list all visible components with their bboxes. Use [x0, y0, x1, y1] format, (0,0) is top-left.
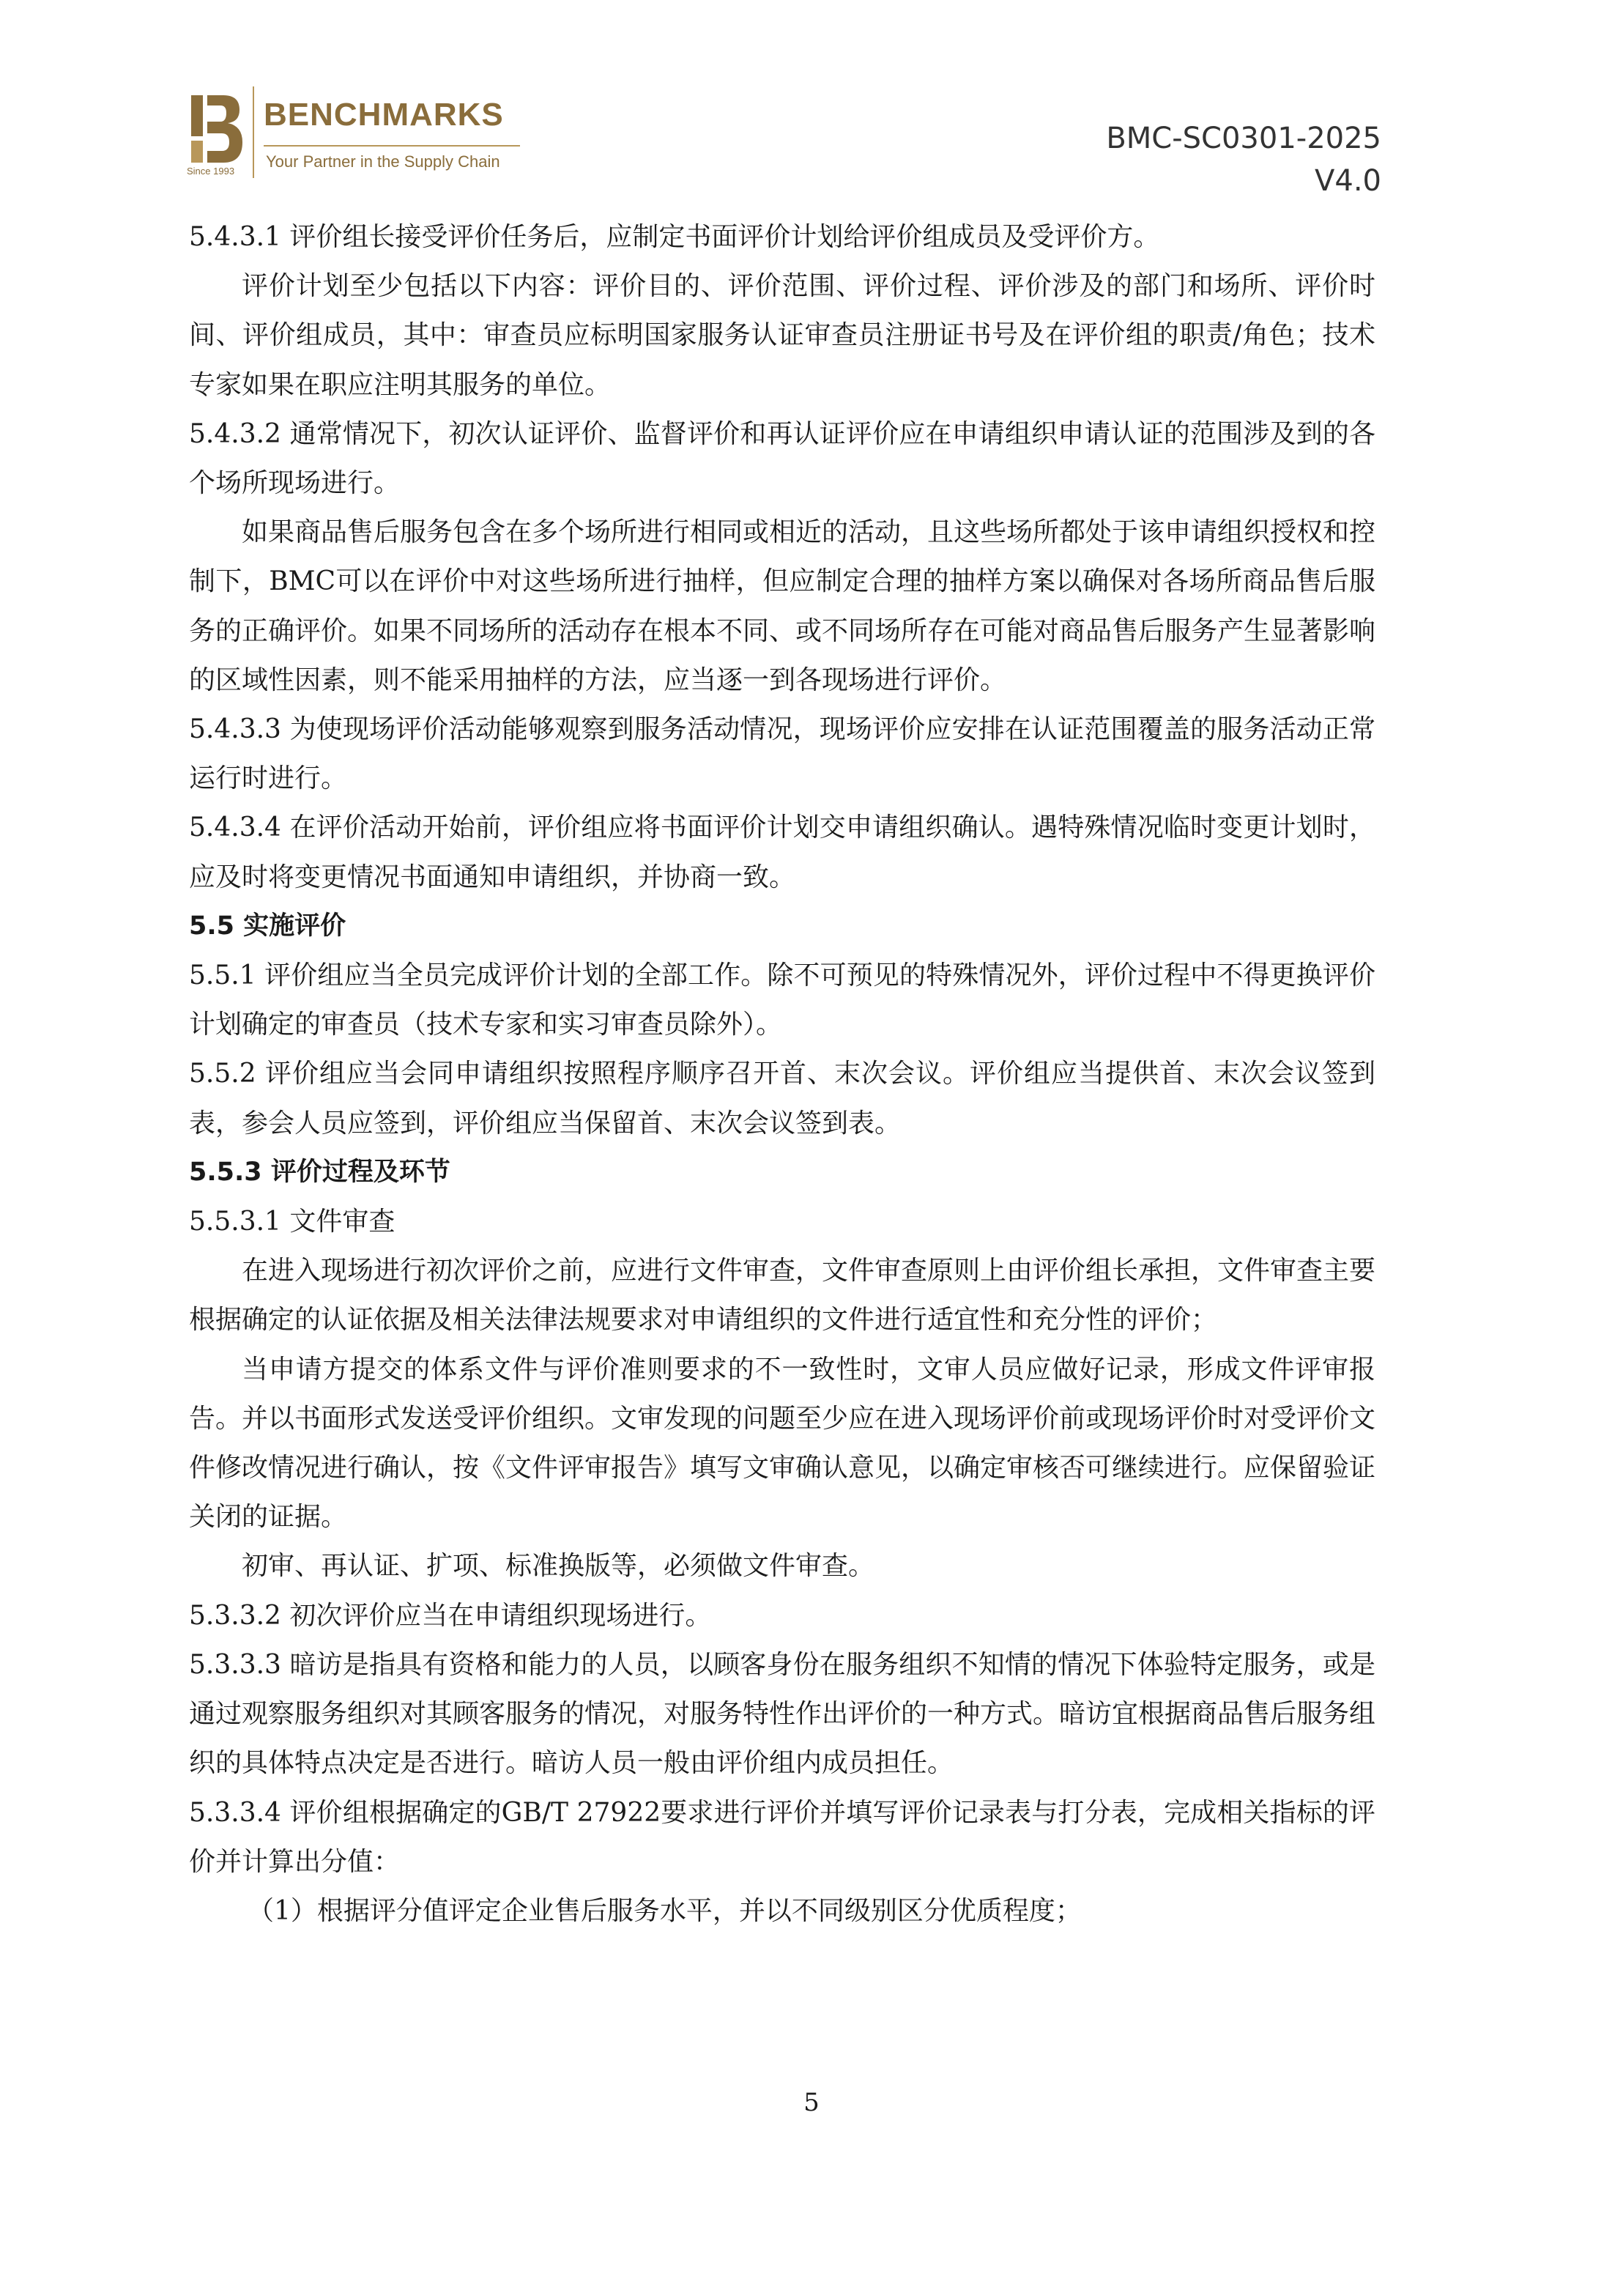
- list-item: （1）根据评分值评定企业售后服务水平，并以不同级别区分优质程度；: [248, 1895, 1082, 1926]
- paragraph: 5.3.3.2 初次评价应当在申请组织现场进行。: [189, 1600, 712, 1631]
- paragraph: 在进入现场进行初次评价之前，应进行文件审查，文件审查原则上由评价组长承担，文件审查主要根据确定的认证依据及相关法律法规要求对申请组织的文件进行适宜性和充分性的评价；: [189, 1256, 1376, 1336]
- logo-since: Since 1993: [187, 166, 235, 177]
- paragraph: 5.5.1 评价组应当全员完成评价计划的全部工作。除不可预见的特殊情况外，评价过程中不得更换评价计划确定的审查员（技术专家和实习审查员除外）。: [189, 960, 1375, 1040]
- paragraph: 当申请方提交的体系文件与评价准则要求的不一致性时，文审人员应做好记录，形成文件评审报告。并以书面形式发送受评价组织。文审发现的问题至少应在进入现场评价前或现场评价时对受评价文件修改情况进行确认，按《文件评审报告》填写文审确认意见，以确定审核否可继续进行。应保留验证关闭的证据。: [189, 1354, 1376, 1533]
- paragraph: 5.3.3.3 暗访是指具有资格和能力的人员，以顾客身份在服务组织不知情的情况下体验特定服务，或是通过观察服务组织对其顾客服务的情况，对服务特性作出评价的一种方式。暗访宜根据商品售后服务组织的具体特点决定是否进行。暗访人员一般由评价组内成员担任。: [189, 1649, 1376, 1779]
- document-body: [189, 212, 1375, 1936]
- benchmarks-logo-icon: [187, 92, 245, 171]
- logo-tagline: Your Partner in the Supply Chain: [266, 152, 500, 171]
- paragraph: 初审、再认证、扩项、标准换版等，必须做文件审查。: [242, 1551, 875, 1582]
- page-number: 5: [803, 2088, 820, 2117]
- paragraph: 5.4.3.4 在评价活动开始前，评价组应将书面评价计划交申请组织确认。遇特殊情况临时变更计划时，应及时将变更情况书面通知申请组织，并协商一致。: [189, 812, 1375, 892]
- document-code: BMC-SC0301-2025: [1106, 122, 1381, 155]
- logo-divider: [253, 86, 254, 178]
- logo-name: BENCHMARKS: [264, 97, 504, 133]
- logo-rule: [264, 145, 520, 147]
- paragraph: 5.4.3.3 为使现场评价活动能够观察到服务活动情况，现场评价应安排在认证范围覆盖的服务活动正常运行时进行。: [189, 714, 1375, 794]
- document-version: V4.0: [1315, 164, 1381, 198]
- paragraph: 5.4.3.2 通常情况下，初次认证评价、监督评价和再认证评价应在申请组织申请认证的范围涉及到的各个场所现场进行。: [189, 418, 1375, 499]
- document-code-block: [1106, 117, 1381, 202]
- company-logo: [187, 86, 524, 182]
- paragraph: 5.5.3.1 文件审查: [189, 1207, 395, 1237]
- paragraph: 评价计划至少包括以下内容：评价目的、评价范围、评价过程、评价涉及的部门和场所、评价时间、评价组成员，其中：审查员应标明国家服务认证审查员注册证书号及在评价组的职责/角色；技术专家如果在职应注明其服务的单位。: [189, 271, 1375, 400]
- section-heading: 5.5.3 评价过程及环节: [189, 1157, 450, 1187]
- paragraph: 如果商品售后服务包含在多个场所进行相同或相近的活动，且这些场所都处于该申请组织授权和控制下，BMC可以在评价中对这些场所进行抽样，但应制定合理的抽样方案以确保对各场所商品售后服务的正确评价。如果不同场所的活动存在根本不同、或不同场所存在可能对商品售后服务产生显著影响的区域性因素，则不能采用抽样的方法，应当逐一到各现场进行评价。: [189, 517, 1376, 695]
- paragraph: 5.4.3.1 评价组长接受评价任务后，应制定书面评价计划给评价组成员及受评价方。: [189, 222, 1160, 252]
- section-heading: 5.5 实施评价: [189, 911, 346, 941]
- paragraph: 5.5.2 评价组应当会同申请组织按照程序顺序召开首、末次会议。评价组应当提供首、末次会议签到表，参会人员应签到，评价组应当保留首、末次会议签到表。: [189, 1059, 1375, 1138]
- paragraph: 5.3.3.4 评价组根据确定的GB/T 27922要求进行评价并填写评价记录表与打分表，完成相关指标的评价并计算出分值：: [189, 1797, 1375, 1877]
